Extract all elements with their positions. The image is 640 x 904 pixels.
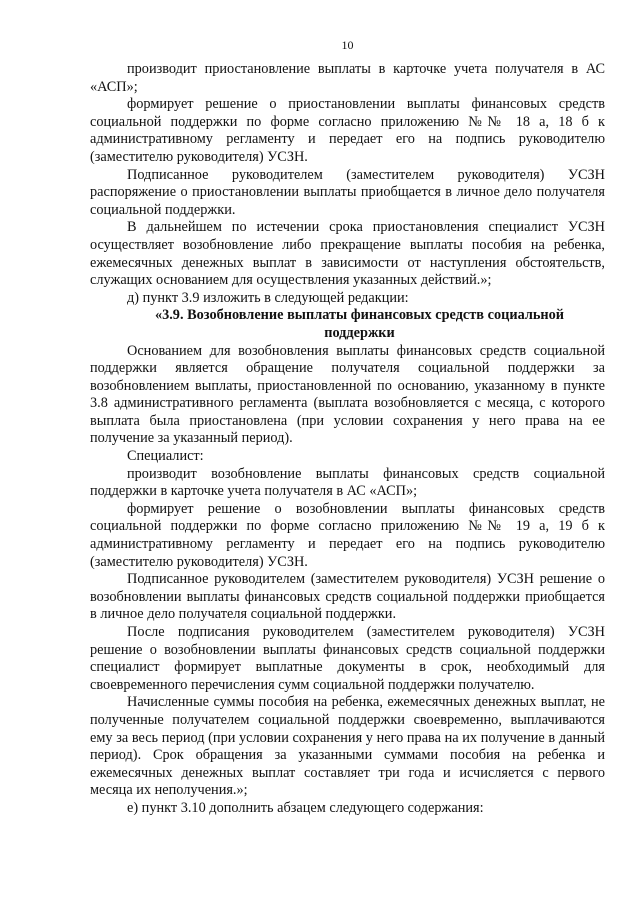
paragraph: производит возобновление выплаты финансовых средств социальной поддержки в карточке учета получателя в АС «АСП»; xyxy=(90,465,605,500)
paragraph: Специалист: xyxy=(127,448,204,465)
paragraph: д) пункт 3.9 изложить в следующей редакции: xyxy=(127,289,409,306)
paragraph: Начисленные суммы пособия на ребенка, ежемесячных денежных выплат, не полученные получателем социальной поддержки своевременно, выплачиваются ему за весь период (при условии сохранения у него права на их получение в данный период). Срок обращения за указанными суммами пособия на ребенка и ежемесячных денежных выплат составляет три года и исчисляется с первого месяца их неполучения.»; xyxy=(90,694,605,799)
paragraph: После подписания руководителем (заместителем руководителя) УСЗН решение о возобновлении выплаты финансовых средств социальной поддержки специалист формирует выплатные документы в срок, необходимый для своевременного перечисления сумм социальной поддержки получателю. xyxy=(90,624,605,693)
paragraph: Основанием для возобновления выплаты финансовых средств социальной поддержки является обращение получателя социальной поддержки за возобновлением выплаты, приостановленной по основанию, указанному в пункте 3.8 административного регламента (выплата возобновляется с месяца, с которого выплата была приостановлена (при условии сохранения у него права на ее получение за указанный период). xyxy=(90,342,605,447)
paragraph: е) пункт 3.10 дополнить абзацем следующего содержания: xyxy=(127,799,484,816)
paragraph: Подписанное руководителем (заместителем руководителя) УСЗН распоряжение о приостановлении выплаты приобщается в личное дело получателя социальной поддержки. xyxy=(90,166,605,218)
paragraph: производит приостановление выплаты в карточке учета получателя в АС «АСП»; xyxy=(90,61,605,95)
page-number: 10 xyxy=(341,38,354,52)
paragraph: В дальнейшем по истечении срока приостановления специалист УСЗН осуществляет возобновление либо прекращение выплаты пособия на ребенка, ежемесячных денежных выплат в зависимости от наступления обстоятельств, служащих основанием для осуществления указанных действий.»; xyxy=(90,219,605,289)
document-body xyxy=(90,61,605,818)
paragraph: формирует решение о возобновлении выплаты финансовых средств социальной поддержки по форме согласно приложению №№ 19 а, 19 б к административному регламенту и передает его на подпись руководителю (заместителю руководителя) УСЗН. xyxy=(90,500,605,570)
paragraph: Подписанное руководителем (заместителем руководителя) УСЗН решение о возобновлении выплаты финансовых средств социальной поддержки приобщается в личное дело получателя социальной поддержки. xyxy=(90,571,605,623)
section-heading: «3.9. Возобновление выплаты финансовых средств социальной поддержки xyxy=(154,307,565,341)
paragraph: формирует решение о приостановлении выплаты финансовых средств социальной поддержки по форме согласно приложению №№ 18 а, 18 б к административному регламенту и передает его на подпись руководителю (заместителю руководителя) УСЗН. xyxy=(90,96,605,165)
